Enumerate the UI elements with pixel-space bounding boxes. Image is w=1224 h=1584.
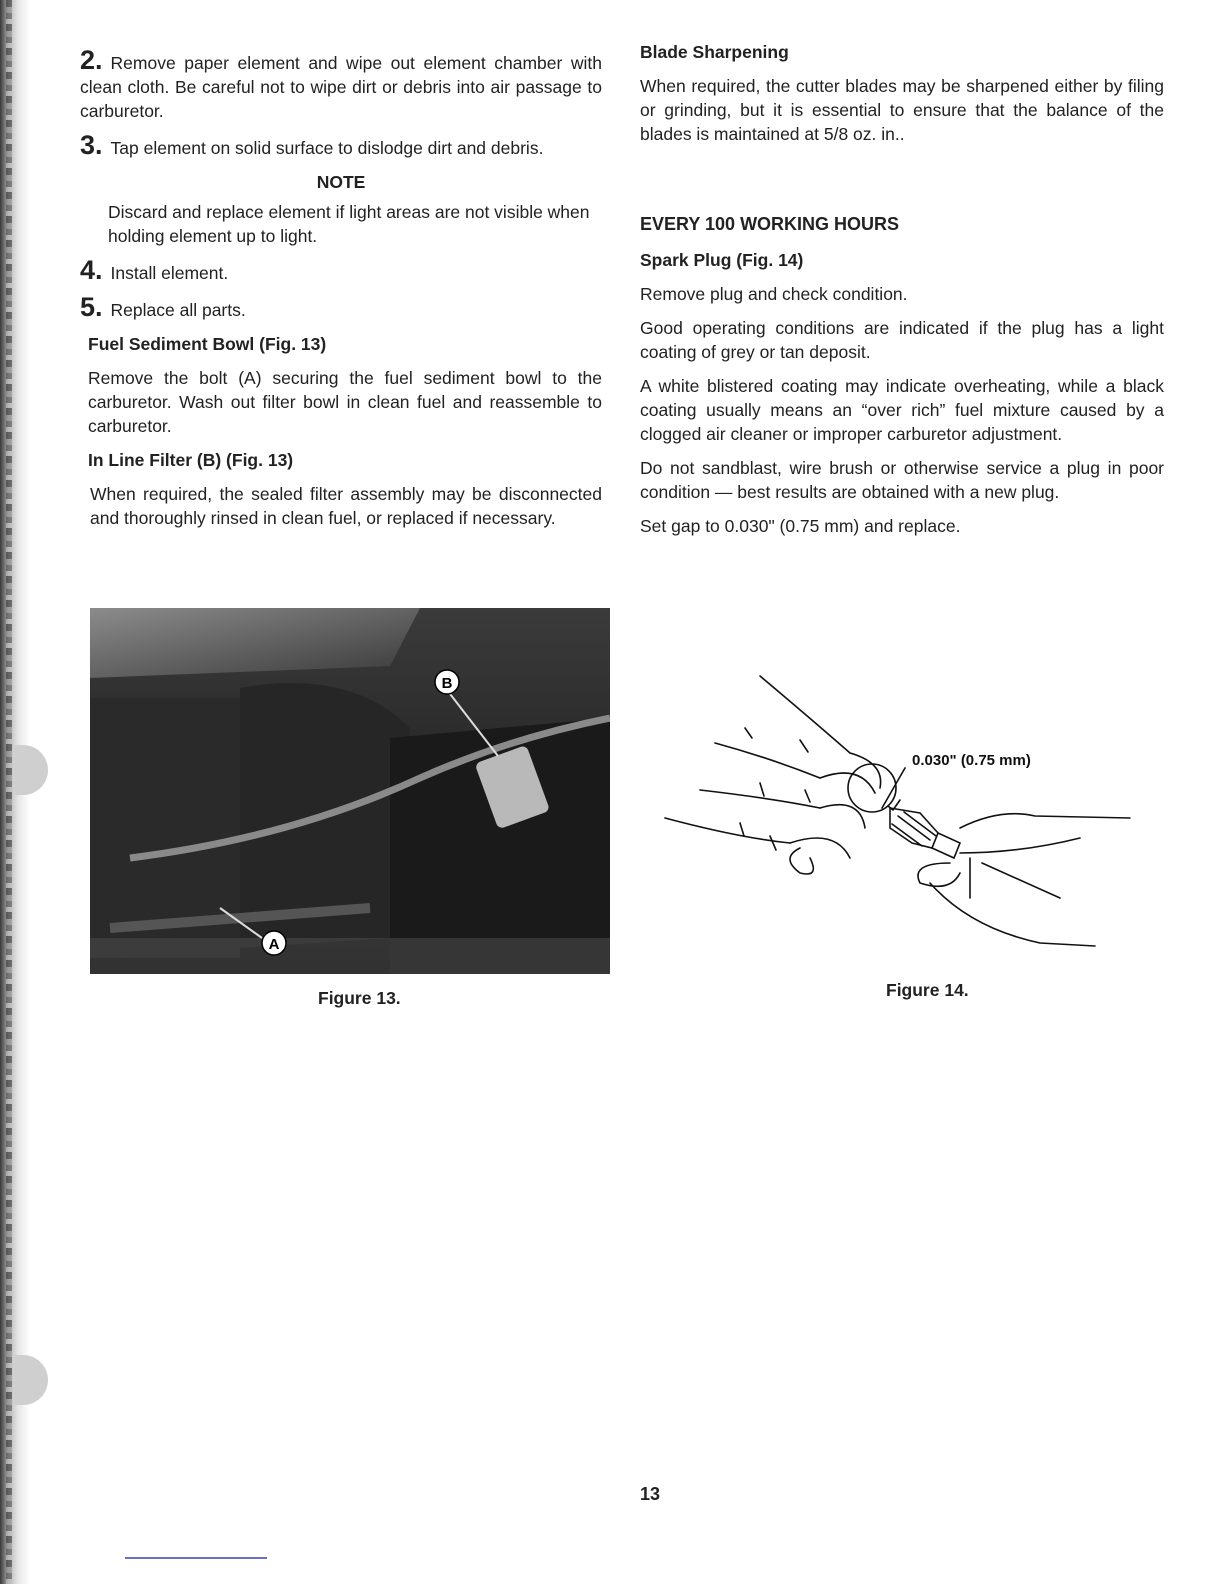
step-number: 4. xyxy=(80,255,103,285)
spark-plug-para-1: Remove plug and check condition. xyxy=(640,284,908,304)
fuel-sediment-text: Remove the bolt (A) securing the fuel sediment bowl to the carburetor. Wash out filter bowl in clean fuel and reassemble to carburetor. xyxy=(88,368,602,436)
step-text: Remove paper element and wipe out element chamber with clean cloth. Be careful not to wipe dirt or debris into air passage to carburetor. xyxy=(80,53,602,121)
step-number: 3. xyxy=(80,130,103,160)
note-title: NOTE xyxy=(316,172,366,192)
step-text: Replace all parts. xyxy=(110,300,246,320)
blade-text: When required, the cutter blades may be sharpened either by filing or grinding, but it is essential to ensure that the balance of the blades is maintained at 5/8 oz. in.. xyxy=(640,76,1164,144)
inline-filter-text: When required, the sealed filter assembly may be disconnected and thoroughly rinsed in clean fuel, or replaced if necessary. xyxy=(90,484,602,528)
page-number: 13 xyxy=(640,1484,661,1504)
figure-14-caption: Figure 14. xyxy=(886,980,969,1000)
step-2 xyxy=(80,45,602,123)
binding-texture xyxy=(6,0,12,1584)
callout-b: B xyxy=(441,675,453,692)
figure-13-caption: Figure 13. xyxy=(318,988,401,1008)
step-3 xyxy=(80,130,602,160)
punch-hole-lower xyxy=(14,1355,48,1405)
blade-heading: Blade Sharpening xyxy=(640,42,789,62)
spark-plug-para-5: Set gap to 0.030" (0.75 mm) and replace. xyxy=(640,516,961,536)
step-4 xyxy=(80,255,602,285)
punch-hole-upper xyxy=(14,745,48,795)
spark-plug-para-2: Good operating conditions are indicated if the plug has a light coating of grey or tan deposit. xyxy=(640,318,1164,362)
figure-13-photo xyxy=(90,608,610,974)
right-column xyxy=(640,40,1164,548)
figure-14-drawing xyxy=(660,668,1140,968)
spark-plug-gap-illustration xyxy=(660,668,1140,968)
engine-photo-illustration xyxy=(90,608,610,974)
callout-a: A xyxy=(268,936,280,953)
left-column xyxy=(80,45,602,540)
bottom-rule xyxy=(125,1557,267,1559)
gap-label: 0.030" (0.75 mm) xyxy=(912,752,1031,769)
step-text: Install element. xyxy=(110,263,229,283)
step-number: 5. xyxy=(80,292,103,322)
step-text: Tap element on solid surface to dislodge dirt and debris. xyxy=(110,138,544,158)
section-heading: EVERY 100 WORKING HOURS xyxy=(640,214,900,234)
spark-plug-para-3: A white blistered coating may indicate overheating, while a black coating usually means an “over rich” fuel mixture caused by a clogged air cleaner or improper carburetor adjustment. xyxy=(640,376,1164,444)
fuel-sediment-heading: Fuel Sediment Bowl (Fig. 13) xyxy=(88,334,327,354)
step-5 xyxy=(80,292,602,322)
inline-filter-heading: In Line Filter (B) (Fig. 13) xyxy=(88,450,294,470)
spark-plug-para-4: Do not sandblast, wire brush or otherwise service a plug in poor condition — best results are obtained with a new plug. xyxy=(640,458,1164,502)
note-text: Discard and replace element if light areas are not visible when holding element up to light. xyxy=(108,202,590,246)
step-number: 2. xyxy=(80,45,103,75)
spark-plug-heading: Spark Plug (Fig. 14) xyxy=(640,250,804,270)
